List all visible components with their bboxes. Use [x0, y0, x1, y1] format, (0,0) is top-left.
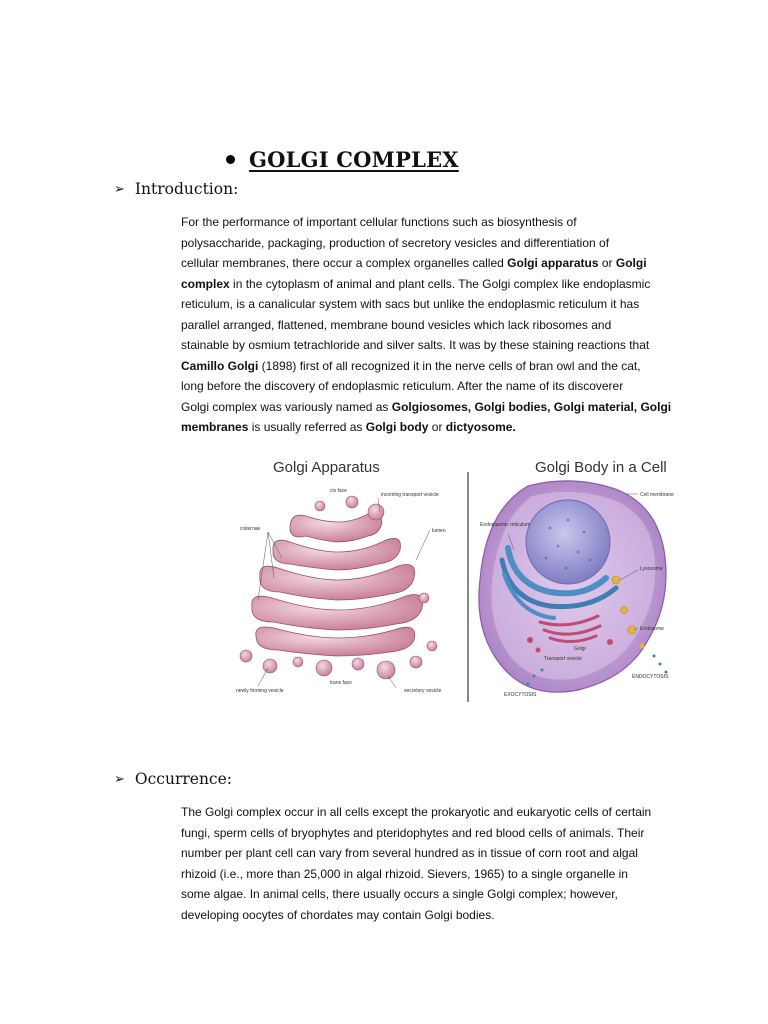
- text-run: (1898) first of all recognized it in the nerve cells of bran owl and the cat,: [258, 358, 641, 373]
- label-cis-face: cis face: [330, 488, 347, 494]
- text-run: cellular membranes, there occur a complex organelles called: [181, 256, 508, 270]
- paragraph-line: [181, 397, 672, 418]
- label-endocytosis: ENDOCYTOSIS: [632, 674, 669, 680]
- golgi-stack-diagram: [236, 488, 446, 694]
- bold-term: dictyosome.: [445, 420, 516, 434]
- label-exocytosis: EXOCYTOSIS: [504, 692, 537, 698]
- paragraph-line: [181, 253, 661, 274]
- bold-term: Camillo Golgi: [181, 358, 259, 373]
- label-lumen: lumen: [432, 528, 446, 534]
- bold-term: complex: [181, 276, 230, 291]
- text-run: parallel arranged, flattened, membrane bound vesicles which lack ribosomes and: [181, 317, 612, 332]
- paragraph-line: [181, 335, 661, 356]
- label-endosome: Endosome: [640, 626, 664, 632]
- introduction-paragraph: [181, 212, 672, 438]
- label-cell-membrane: Cell membrane: [640, 492, 674, 498]
- right-panel-title: Golgi Body in a Cell: [535, 459, 667, 476]
- text-run: fungi, sperm cells of bryophytes and pteridophytes and red blood cells of animals. Their: [181, 825, 645, 840]
- paragraph-line: [181, 864, 661, 885]
- heading-text: Occurrence:: [134, 770, 233, 788]
- page-title: [226, 142, 459, 176]
- paragraph-line: [181, 884, 661, 905]
- paragraph-line: [181, 823, 661, 844]
- bullet-icon: [226, 155, 235, 164]
- occurrence-paragraph: [181, 802, 661, 925]
- label-golgi: Golgi: [574, 646, 586, 652]
- paragraph-line: [181, 274, 661, 295]
- text-run: long before the discovery of endoplasmic reticulum. After the name of its discoverer: [181, 379, 624, 393]
- heading-text: Introduction:: [134, 180, 239, 198]
- left-panel-title: Golgi Apparatus: [273, 459, 380, 476]
- arrow-bullet-icon: ➢: [114, 181, 125, 197]
- label-secretory-vesicle: secretory vesicle: [404, 688, 442, 694]
- golgi-figure: [228, 450, 678, 710]
- paragraph-line: [181, 233, 661, 254]
- paragraph-line: [181, 376, 661, 397]
- cell-diagram: [479, 481, 674, 698]
- bold-term: Golgi: [615, 256, 647, 270]
- heading-occurrence: [114, 767, 232, 791]
- text-run: developing oocytes of chordates may contain Golgi bodies.: [181, 907, 495, 922]
- paragraph-line: [181, 417, 661, 438]
- title-text: GOLGI COMPLEX: [249, 146, 459, 172]
- text-run: some algae. In animal cells, there usually occurs a single Golgi complex; however,: [181, 887, 618, 901]
- label-newly-forming-vesicle: newly forming vesicle: [236, 688, 284, 694]
- label-incoming-vesicle: incoming transport vesicle: [381, 492, 439, 498]
- paragraph-line: [181, 315, 661, 336]
- label-lysosome: Lysosome: [640, 566, 663, 572]
- label-cisternae: cisternae: [240, 526, 261, 532]
- heading-introduction: [114, 177, 238, 201]
- paragraph-line: [181, 905, 661, 926]
- text-run: number per plant cell can vary from several hundred as in tissue of corn root and algal: [181, 846, 638, 860]
- bold-term: membranes: [181, 420, 249, 434]
- text-run: is usually referred as: [248, 420, 366, 434]
- arrow-bullet-icon: ➢: [114, 771, 125, 787]
- text-run: stainable by osmium tetrachloride and silver salts. It was by these staining reactions that: [181, 338, 650, 352]
- bold-term: Golgi apparatus: [507, 256, 599, 270]
- bold-term: Golgi body: [365, 420, 429, 434]
- paragraph-line: [181, 843, 661, 864]
- text-run: rhizoid (i.e., more than 25,000 in algal rhizoid. Sievers, 1965) to a single organelle in: [181, 866, 628, 881]
- text-run: or: [598, 256, 616, 270]
- label-er: Endoplasmic reticulum: [480, 522, 531, 528]
- label-trans-face: trans face: [330, 680, 352, 686]
- text-run: For the performance of important cellular functions such as biosynthesis of: [181, 215, 577, 229]
- text-run: or: [428, 420, 446, 434]
- paragraph-line: [181, 212, 661, 233]
- text-run: in the cytoplasm of animal and plant cells. The Golgi complex like endoplasmic: [229, 276, 651, 291]
- bold-term: Golgiosomes, Golgi bodies, Golgi material, Golgi: [391, 399, 672, 414]
- text-run: The Golgi complex occur in all cells except the prokaryotic and eukaryotic cells of certain: [181, 805, 652, 819]
- paragraph-line: [181, 294, 661, 315]
- paragraph-line: [181, 356, 661, 377]
- text-run: polysaccharide, packaging, production of secretory vesicles and differentiation of: [181, 235, 610, 250]
- paragraph-line: [181, 802, 661, 823]
- text-run: Golgi complex was variously named as: [181, 399, 392, 414]
- label-transport-vesicle: Transport vesicle: [544, 656, 582, 662]
- text-run: reticulum, is a canalicular system with sacs but unlike the endoplasmic reticulum it has: [181, 297, 640, 311]
